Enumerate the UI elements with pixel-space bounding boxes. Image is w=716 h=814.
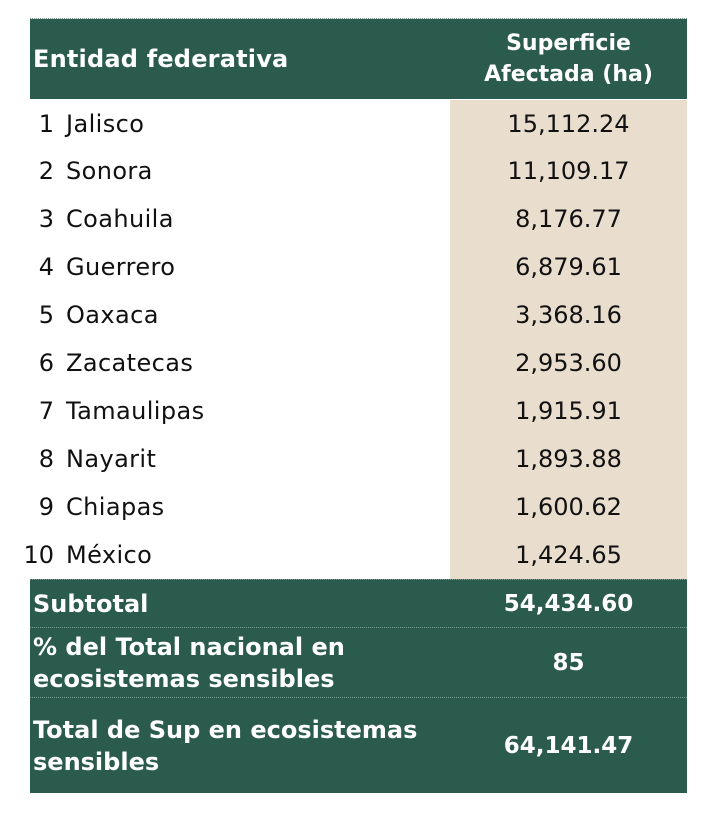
row-area: 15,112.24 bbox=[450, 100, 687, 147]
table-row bbox=[30, 483, 687, 531]
percent-value: 85 bbox=[552, 649, 585, 676]
row-rank: 7 bbox=[38, 397, 54, 425]
subtotal-row bbox=[30, 579, 687, 627]
row-area: 1,424.65 bbox=[450, 531, 687, 579]
row-area: 8,176.77 bbox=[450, 195, 687, 243]
row-entity: Nayarit bbox=[66, 445, 157, 473]
header-area-line2: Afectada (ha) bbox=[484, 62, 653, 87]
row-rank: 9 bbox=[38, 493, 54, 521]
row-area: 2,953.60 bbox=[450, 339, 687, 387]
total-label bbox=[30, 698, 450, 793]
row-entity: México bbox=[66, 541, 153, 569]
table-header bbox=[30, 19, 687, 99]
row-entity: Chiapas bbox=[66, 493, 165, 521]
row-entity: Oaxaca bbox=[66, 301, 159, 329]
table-row bbox=[30, 195, 687, 243]
row-entity: Jalisco bbox=[66, 109, 145, 138]
table-row bbox=[30, 387, 687, 435]
row-area: 11,109.17 bbox=[450, 147, 687, 195]
header-area-line1: Superficie bbox=[506, 31, 631, 56]
row-area: 1,915.91 bbox=[450, 387, 687, 435]
table-row bbox=[30, 147, 687, 195]
total-value: 64,141.47 bbox=[503, 732, 634, 759]
row-rank: 10 bbox=[23, 541, 54, 569]
percent-label-line2: ecosistemas sensibles bbox=[33, 664, 335, 693]
row-rank: 1 bbox=[38, 109, 54, 138]
row-area: 3,368.16 bbox=[450, 291, 687, 339]
row-rank: 4 bbox=[38, 253, 54, 281]
row-rank: 6 bbox=[38, 349, 54, 377]
table-row bbox=[30, 99, 687, 147]
row-entity: Tamaulipas bbox=[66, 397, 205, 425]
fire-affected-area-table bbox=[23, 18, 687, 793]
row-area: 1,893.88 bbox=[450, 435, 687, 483]
row-area: 6,879.61 bbox=[450, 243, 687, 291]
total-row bbox=[30, 697, 687, 793]
percent-row bbox=[30, 627, 687, 697]
percent-label bbox=[30, 628, 450, 697]
table-row bbox=[30, 435, 687, 483]
row-entity: Sonora bbox=[66, 157, 153, 185]
row-rank: 2 bbox=[38, 157, 54, 185]
row-rank: 5 bbox=[38, 301, 54, 329]
row-area: 1,600.62 bbox=[450, 483, 687, 531]
header-area bbox=[450, 19, 687, 99]
table-row bbox=[30, 339, 687, 387]
table-row bbox=[30, 291, 687, 339]
table-row bbox=[23, 531, 687, 579]
row-rank: 3 bbox=[38, 205, 54, 233]
row-rank: 8 bbox=[38, 445, 54, 473]
table-row bbox=[30, 243, 687, 291]
row-entity: Coahuila bbox=[66, 205, 174, 233]
subtotal-value: 54,434.60 bbox=[503, 590, 634, 617]
row-entity: Guerrero bbox=[66, 253, 176, 281]
header-entity: Entidad federativa bbox=[33, 45, 289, 73]
subtotal-label: Subtotal bbox=[33, 589, 149, 618]
total-label-line1: Total de Sup en ecosistemas bbox=[33, 715, 418, 744]
total-label-line2: sensibles bbox=[33, 747, 160, 776]
percent-label-line1: % del Total nacional en bbox=[33, 632, 345, 661]
row-entity: Zacatecas bbox=[66, 349, 194, 377]
